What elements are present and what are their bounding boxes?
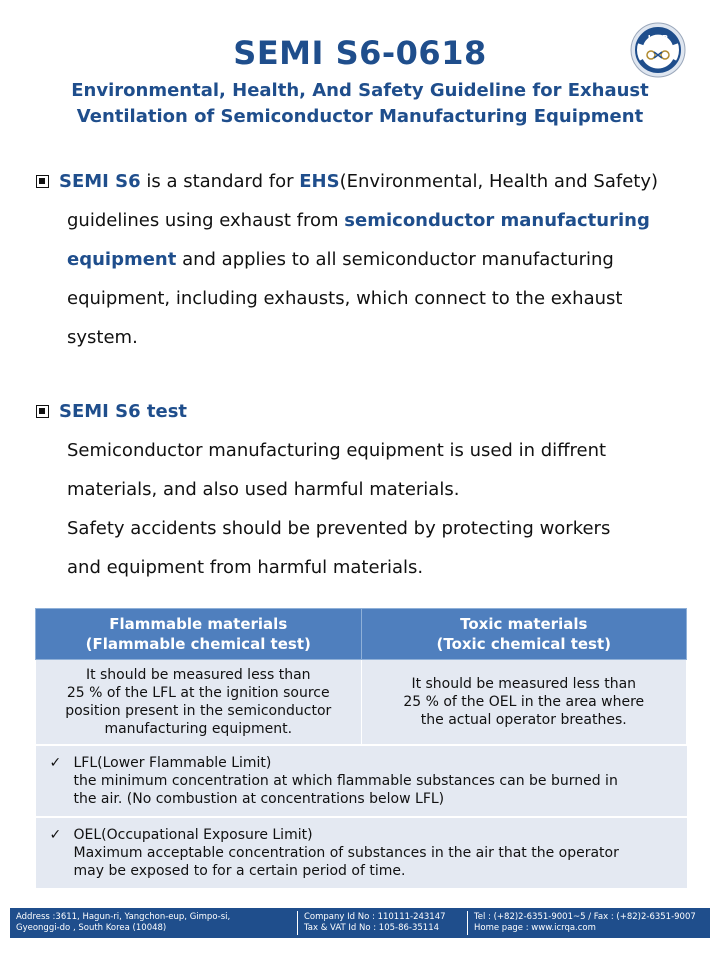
section-2-line: Semiconductor manufacturing equipment is used in diffrent (67, 440, 607, 461)
square-bullet-icon (36, 175, 49, 188)
icr-seal-logo (630, 22, 686, 78)
table-cell-toxic: It should be measured less than 25 % of the OEL in the area where the actual operator breathes. (361, 660, 687, 746)
section-1-line-3: equipment and applies to all semiconductor manufacturing (67, 249, 614, 270)
square-bullet-icon (36, 405, 49, 418)
table-cell-flammable: It should be measured less than 25 % of the LFL at the ignition source position present in the semiconductor manufacturing equipment. (36, 660, 362, 746)
table-row (36, 660, 687, 746)
table-header-toxic: Toxic materials (Toxic chemical test) (361, 609, 687, 660)
section-1 (36, 162, 658, 357)
note-lfl: ✓ LFL(Lower Flammable Limit) the minimum concentration at which flammable substances can be burned in the air. (No combustion at concentrations below LFL) (36, 745, 687, 817)
logo-letters: I C R (647, 34, 669, 43)
table-header-flammable: Flammable materials (Flammable chemical test) (36, 609, 362, 660)
section-2-line: Safety accidents should be prevented by protecting workers (67, 518, 611, 539)
subtitle-line-1: Environmental, Health, And Safety Guideline for Exhaust (71, 80, 649, 101)
table-header-row (36, 609, 687, 660)
table-note-row (36, 817, 687, 888)
footer-contact: Tel : (+82)2-6351-9001~5 / Fax : (+82)2-6351-9007 Home page : www.icrqa.com (467, 911, 710, 935)
note-oel: ✓ OEL(Occupational Exposure Limit) Maximum acceptable concentration of substances in the air that the operator may be exposed to for a certain period of time. (36, 817, 687, 888)
section-2 (36, 392, 610, 587)
subtitle-line-2: Ventilation of Semiconductor Manufacturing Equipment (76, 106, 644, 127)
section-1-line-1: SEMI S6 is a standard for EHS(Environmental, Health and Safety) (36, 162, 658, 201)
section-2-line: and equipment from harmful materials. (67, 557, 424, 578)
section-1-line-5: system. (67, 327, 138, 348)
section-1-line-2: guidelines using exhaust from semiconductor manufacturing (67, 210, 650, 231)
table-note-row (36, 745, 687, 817)
footer-bar (10, 908, 710, 938)
footer-company-ids: Company Id No : 110111-243147 Tax & VAT Id No : 105-86-35114 (297, 911, 467, 935)
footer-address: Address :3611, Hagun-ri, Yangchon-eup, Gimpo-si, Gyeonggi-do , South Korea (10048) (16, 912, 231, 933)
page-title: SEMI S6-0618 (233, 34, 487, 72)
check-icon: ✓ (49, 755, 62, 771)
section-2-line: materials, and also used harmful materials. (67, 479, 460, 500)
section-2-heading: SEMI S6 test (36, 392, 610, 431)
section-1-line-4: equipment, including exhausts, which connect to the exhaust (67, 288, 623, 309)
check-icon: ✓ (49, 827, 62, 843)
materials-table (35, 608, 687, 888)
homepage-link[interactable]: Home page : www.icrqa.com (474, 923, 596, 933)
